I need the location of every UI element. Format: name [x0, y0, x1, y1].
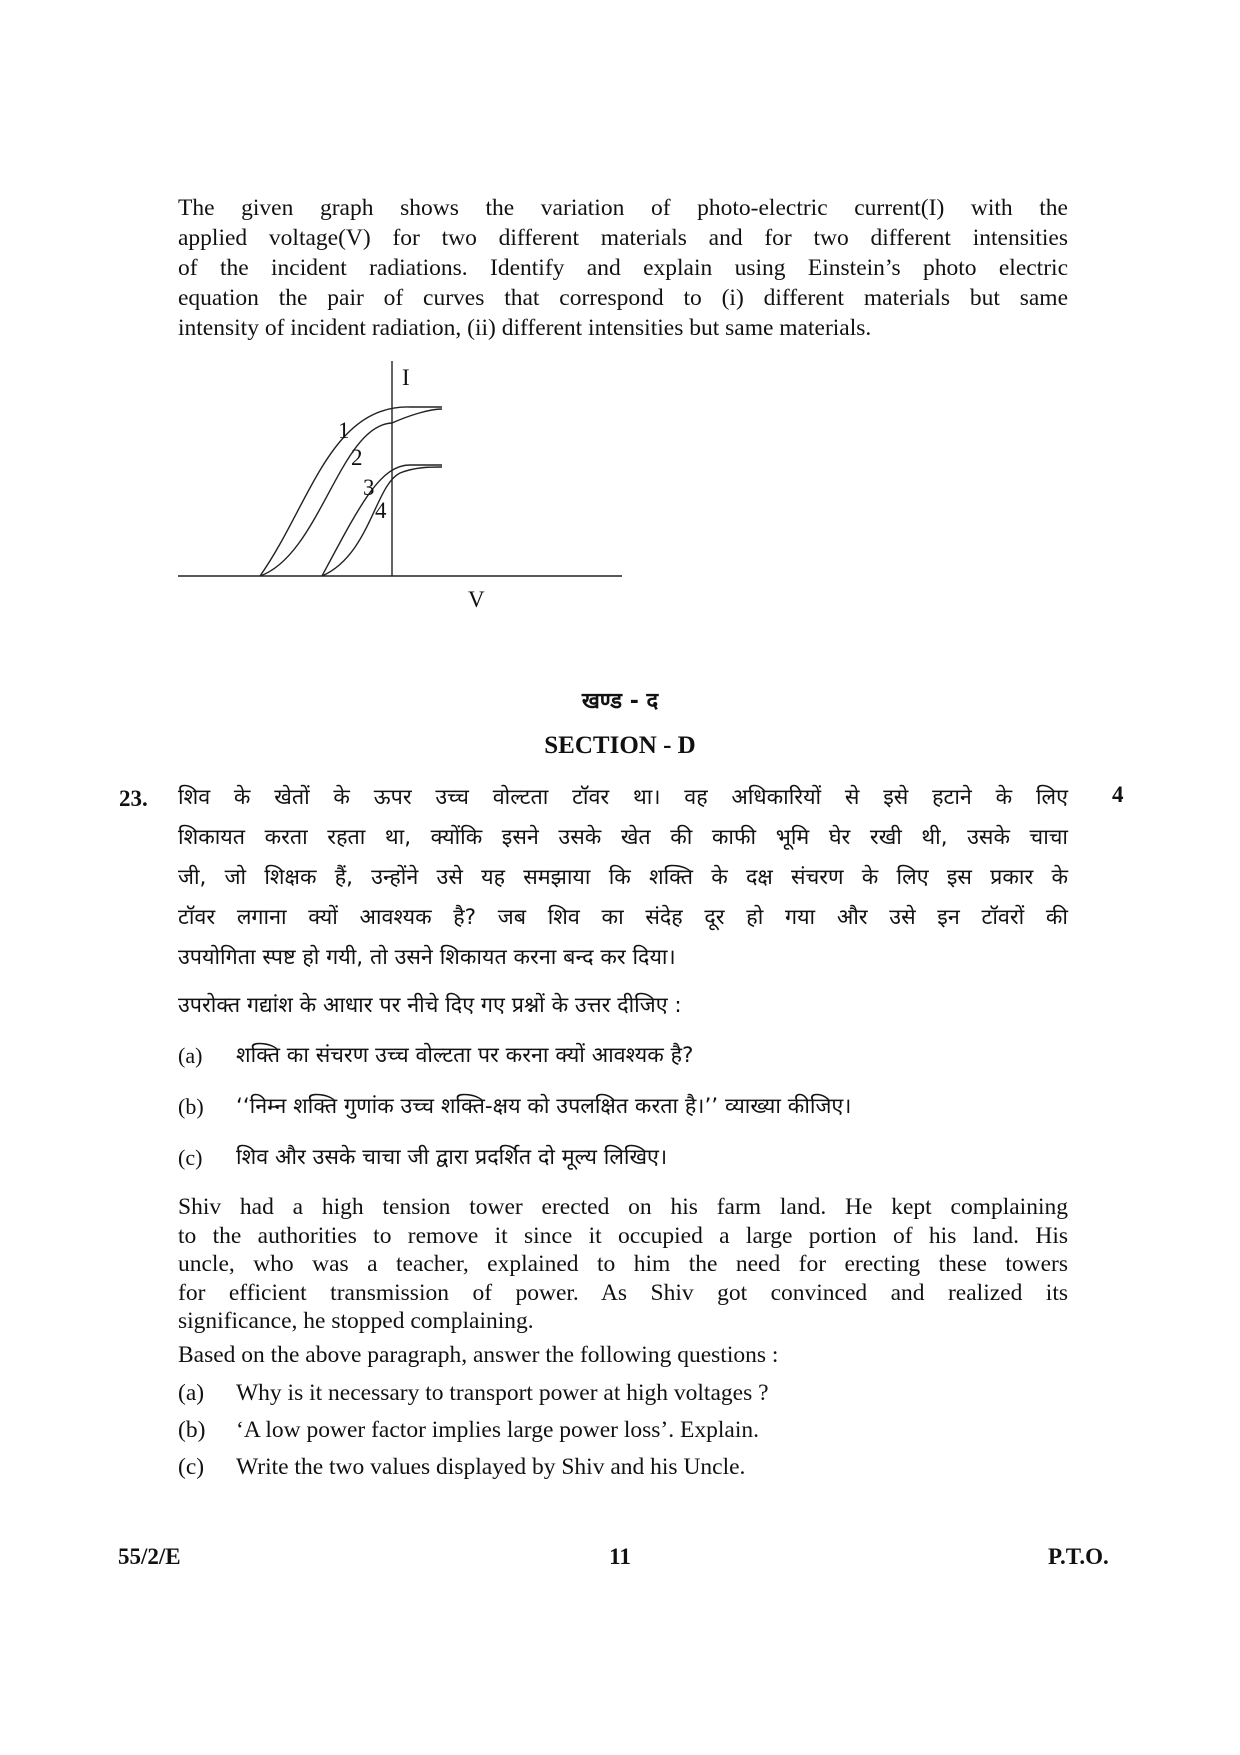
paper-code: 55/2/E	[118, 1544, 181, 1569]
pto-label: P.T.O.	[1048, 1544, 1109, 1569]
english-line: uncle, who was a teacher, explained to him the need for erecting these towers	[178, 1251, 1068, 1277]
intro-paragraph	[178, 193, 1068, 343]
english-item-label: (c)	[178, 1454, 205, 1480]
english-item-text: Why is it necessary to transport power at high voltages ?	[236, 1380, 769, 1406]
intro-line: The given graph shows the variation of photo-electric current(I) with the	[178, 195, 1068, 221]
english-item-label: (a)	[178, 1380, 205, 1406]
question-marks: 4	[1112, 782, 1124, 807]
english-line: Shiv had a high tension tower erected on his farm land. He kept complaining	[178, 1194, 1068, 1220]
english-line: for efficient transmission of power. As Shiv got convinced and realized its	[178, 1279, 1068, 1306]
section-heading-hindi: खण्ड - द	[581, 689, 659, 714]
intro-line: intensity of incident radiation, (ii) different intensities but same materials.	[178, 315, 872, 341]
hindi-item-text: शक्ति का संचरण उच्च वोल्टता पर करना क्यों आवश्यक है?	[236, 1043, 694, 1068]
english-line: to the authorities to remove it since it occupied a large portion of his land. His	[178, 1222, 1068, 1249]
hindi-prompt: उपरोक्त गद्यांश के आधार पर नीचे दिए गए प्रश्नों के उत्तर दीजिए :	[178, 993, 682, 1018]
section-heading-english: SECTION - D	[544, 732, 696, 759]
curve-label-2: 2	[351, 445, 363, 470]
intro-line: of the incident radiations. Identify and explain using Einstein’s photo electric	[178, 255, 1068, 281]
y-axis-label: I	[402, 365, 410, 390]
curve-label-1: 1	[338, 418, 350, 443]
english-paragraph	[178, 1193, 1068, 1336]
hindi-line: जी, जो शिक्षक हैं, उन्होंने उसे यह समझाया कि शक्ति के दक्ष संचरण के लिए इस प्रकार के	[178, 865, 1068, 890]
hindi-line: उपयोगिता स्पष्ट हो गयी, तो उसने शिकायत करना बन्द कर दिया।	[178, 945, 676, 970]
hindi-item-label: (b)	[178, 1094, 204, 1119]
intro-line: equation the pair of curves that correspond to (i) different materials but same	[178, 285, 1068, 311]
english-item-text: Write the two values displayed by Shiv and his Uncle.	[236, 1454, 746, 1480]
question-number: 23.	[119, 786, 148, 811]
english-line: significance, he stopped complaining.	[178, 1308, 534, 1334]
x-axis-label: V	[468, 587, 485, 612]
hindi-item-text: शिव और उसके चाचा जी द्वारा प्रदर्शित दो मूल्य लिखिए।	[236, 1145, 668, 1170]
hindi-paragraph	[178, 778, 1068, 978]
curve-1	[260, 407, 442, 576]
curve-label-4: 4	[375, 498, 387, 523]
english-item-text: ‘A low power factor implies large power loss’. Explain.	[236, 1417, 759, 1443]
photoelectric-graph	[170, 355, 630, 625]
hindi-line: शिकायत करता रहता था, क्योंकि इसने उसके खेत की काफी भूमि घेर रखी थी, उसके चाचा	[178, 825, 1068, 850]
page-number: 11	[609, 1544, 631, 1569]
hindi-item-label: (c)	[178, 1145, 203, 1170]
intro-line: applied voltage(V) for two different materials and for two different intensities	[178, 225, 1068, 251]
hindi-line: शिव के खेतों के ऊपर उच्च वोल्टता टॉवर था। वह अधिकारियों से इसे हटाने के लिए	[178, 785, 1068, 810]
english-item-label: (b)	[178, 1417, 206, 1443]
hindi-line: टॉवर लगाना क्यों आवश्यक है? जब शिव का संदेह दूर हो गया और उसे इन टॉवरों की	[178, 905, 1068, 930]
hindi-item-label: (a)	[178, 1043, 203, 1068]
curve-2	[260, 409, 442, 576]
curve-label-3: 3	[363, 475, 375, 500]
english-prompt: Based on the above paragraph, answer the following questions :	[178, 1342, 779, 1368]
hindi-item-text: ‘‘निम्न शक्ति गुणांक उच्च शक्ति-क्षय को उपलक्षित करता है।’’ व्याख्या कीजिए।	[236, 1094, 852, 1119]
